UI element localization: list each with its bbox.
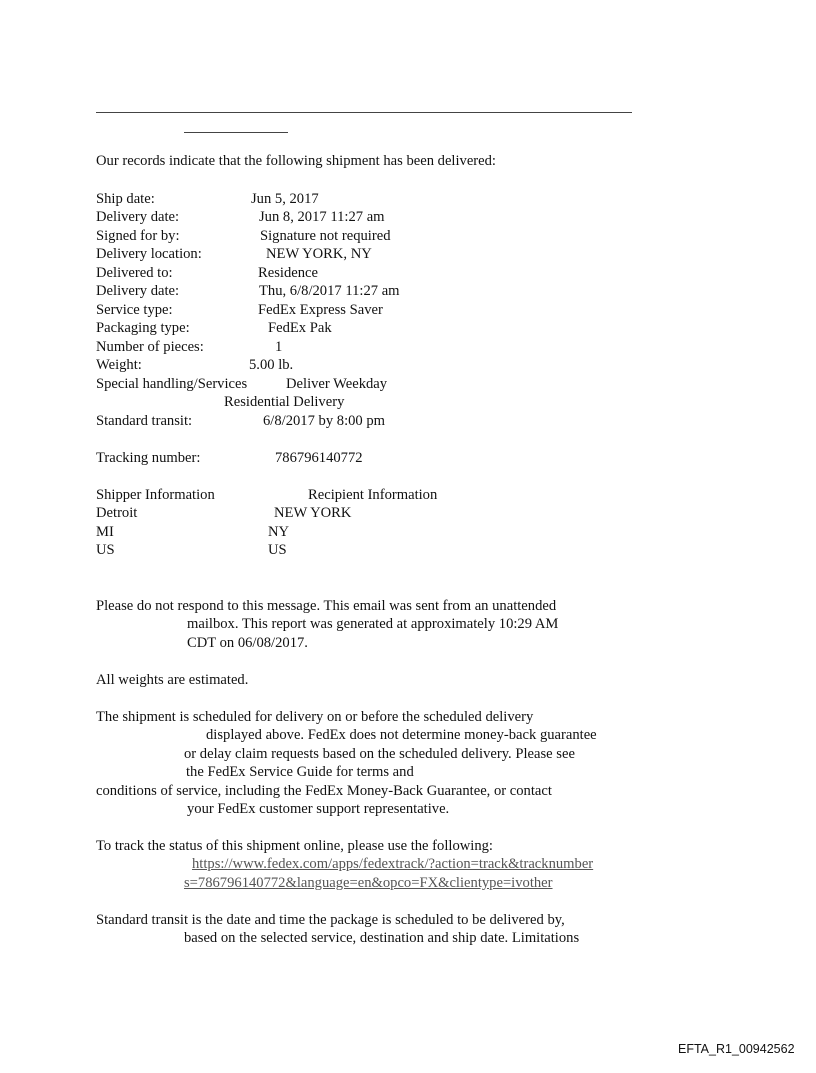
short-divider	[184, 132, 288, 133]
notice-line-1: Please do not respond to this message. This email was sent from an unattended	[96, 598, 557, 614]
recipient-country: US	[268, 542, 287, 558]
pieces-value: 1	[275, 339, 283, 355]
top-divider	[96, 112, 632, 113]
shipper-city: Detroit	[96, 505, 138, 521]
signed-for-value: Signature not required	[260, 228, 391, 244]
tracking-number-value: 786796140772	[275, 450, 363, 466]
service-type-label: Service type:	[96, 302, 173, 318]
intro-text: Our records indicate that the following shipment has been delivered:	[96, 153, 496, 169]
schedule-line-4: the FedEx Service Guide for terms and	[186, 764, 414, 780]
track-online-text: To track the status of this shipment online, please use the following:	[96, 838, 493, 854]
ship-date-value: Jun 5, 2017	[251, 191, 319, 207]
special-handling-value-1: Deliver Weekday	[286, 376, 388, 392]
tracking-number-label: Tracking number:	[96, 450, 201, 466]
tracking-url-part-1[interactable]: https://www.fedex.com/apps/fedextrack/?action=track&tracknumber	[192, 856, 594, 872]
transit-note-line-1: Standard transit is the date and time the package is scheduled to be delivered by,	[96, 912, 565, 928]
document-id: EFTA_R1_00942562	[678, 1042, 795, 1056]
delivery-date2-value: Thu, 6/8/2017 11:27 am	[259, 283, 400, 299]
recipient-state: NY	[268, 524, 290, 540]
delivery-date-value: Jun 8, 2017 11:27 am	[259, 209, 385, 225]
tracking-url-part-2[interactable]: s=786796140772&language=en&opco=FX&clientype=ivother	[184, 875, 553, 891]
delivered-to-label: Delivered to:	[96, 265, 173, 281]
schedule-line-5: conditions of service, including the FedEx Money-Back Guarantee, or contact	[96, 783, 552, 799]
special-handling-value-2: Residential Delivery	[224, 394, 345, 410]
notice-line-3: CDT on 06/08/2017.	[187, 635, 308, 651]
ship-date-label: Ship date:	[96, 191, 155, 207]
weights-note: All weights are estimated.	[96, 672, 249, 688]
delivery-location-label: Delivery location:	[96, 246, 202, 262]
weight-label: Weight:	[96, 357, 142, 373]
shipper-country: US	[96, 542, 115, 558]
delivery-location-value: NEW YORK, NY	[266, 246, 372, 262]
service-type-value: FedEx Express Saver	[258, 302, 383, 318]
transit-note-line-2: based on the selected service, destination and ship date. Limitations	[184, 930, 580, 946]
delivery-date2-label: Delivery date:	[96, 283, 180, 299]
special-handling-label: Special handling/Services	[96, 376, 248, 392]
weight-value: 5.00 lb.	[249, 357, 294, 373]
standard-transit-value: 6/8/2017 by 8:00 pm	[263, 413, 386, 429]
schedule-line-2: displayed above. FedEx does not determine money-back guarantee	[206, 727, 597, 743]
pieces-label: Number of pieces:	[96, 339, 204, 355]
schedule-line-3: or delay claim requests based on the scheduled delivery. Please see	[184, 746, 575, 762]
recipient-header: Recipient Information	[308, 487, 438, 503]
shipper-state: MI	[96, 524, 114, 540]
recipient-city: NEW YORK	[274, 505, 352, 521]
delivery-date-label: Delivery date:	[96, 209, 180, 225]
delivered-to-value: Residence	[258, 265, 318, 281]
notice-line-2: mailbox. This report was generated at approximately 10:29 AM	[187, 616, 559, 632]
schedule-line-6: your FedEx customer support representative.	[187, 801, 450, 817]
standard-transit-label: Standard transit:	[96, 413, 193, 429]
shipper-header: Shipper Information	[96, 487, 215, 503]
signed-for-label: Signed for by:	[96, 228, 180, 244]
packaging-type-label: Packaging type:	[96, 320, 190, 336]
packaging-type-value: FedEx Pak	[268, 320, 332, 336]
schedule-line-1: The shipment is scheduled for delivery on or before the scheduled delivery	[96, 709, 534, 725]
